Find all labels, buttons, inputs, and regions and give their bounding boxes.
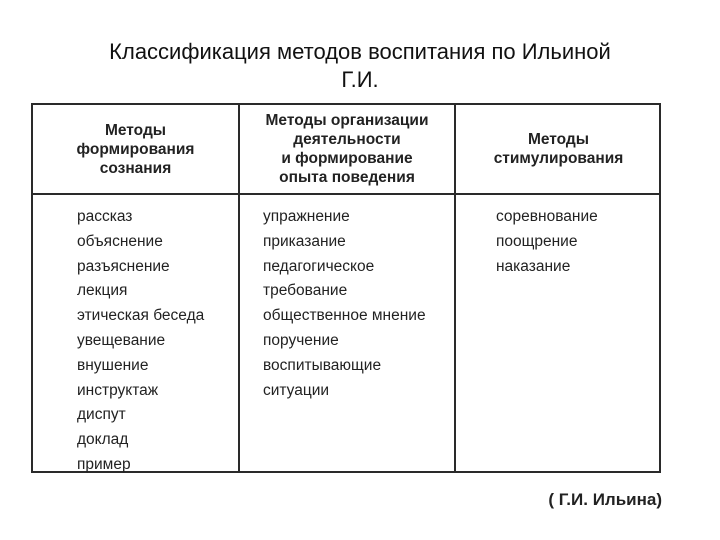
slide-title [40,38,680,94]
list-item: диспут [77,406,126,424]
header-divider [33,193,659,195]
source-credit: ( Г.И. Ильина) [548,490,662,509]
stimulation-methods-list [496,205,598,279]
list-item: пример [77,455,131,473]
list-item: упражнение [263,208,350,225]
list-item: воспитывающие [263,356,382,374]
list-item: приказание [263,232,346,250]
list-item: общественное мнение [263,307,426,325]
list-item: объяснение [77,232,163,250]
header-consciousness-methods: Методы формирования сознания [76,121,195,177]
header-stimulation-methods: Методы стимулирования [493,131,624,167]
list-item: педагогическое [263,257,375,275]
list-item: инструктаж [77,381,159,399]
header-activity-methods: Методы организации деятельности и формирование опыта поведения [265,112,429,186]
list-item: требование [263,282,348,300]
list-item: внушение [77,356,149,374]
list-item: наказание [496,257,571,275]
list-item: разъяснение [77,257,170,275]
list-item: лекция [77,282,128,300]
slide-title-line-1: Классификация методов воспитания по Ильиной [109,39,611,64]
slide-title-line-2: Г.И. [341,67,379,92]
list-item: соревнование [496,208,598,225]
methods-table [31,103,661,473]
list-item: увещевание [77,331,166,349]
list-item: рассказ [77,208,133,225]
activity-methods-list [263,205,426,403]
list-item: доклад [77,431,129,449]
list-item: поручение [263,331,339,349]
list-item: этическая беседа [77,307,205,325]
list-item: ситуации [263,381,330,399]
consciousness-methods-list [77,205,204,478]
list-item: поощрение [496,232,578,250]
